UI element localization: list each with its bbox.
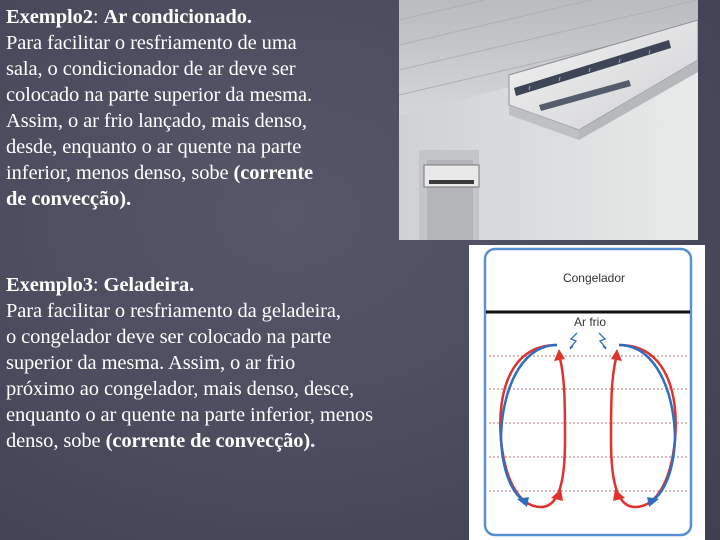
example2-line: Assim, o ar frio lançado, mais denso, [6, 110, 307, 132]
example3-line: denso, sobe (corrente de convecção). [6, 430, 316, 452]
example2-line: Para facilitar o resfriamento de uma [6, 32, 297, 54]
example2-line: de convecção). [6, 188, 131, 210]
example2-line: inferior, menos denso, sobe (corrente [6, 162, 314, 184]
example2-line: colocado na parte superior da mesma. [6, 84, 313, 106]
example2-title: Exemplo2: Ar condicionado. [6, 6, 252, 28]
air-conditioner-photo [399, 0, 698, 240]
example3-title: Exemplo3: Geladeira. [6, 274, 195, 296]
example3-line: superior da mesma. Assim, o ar frio [6, 352, 296, 374]
convection-diagram [469, 245, 705, 540]
example3-line: o congelador deve ser colocado na parte [6, 326, 332, 348]
air-conditioner-illustration [399, 0, 698, 240]
example3-line: próximo ao congelador, mais denso, desce, [6, 378, 355, 400]
freezer-label: Congelador [562, 271, 626, 285]
example3-line: Para facilitar o resfriamento da geladeira, [6, 300, 341, 322]
example3-text [6, 272, 468, 454]
example2-text [6, 4, 398, 212]
example2-line: desde, enquanto o ar quente na parte [6, 136, 302, 158]
refrigerator-diagram [469, 245, 705, 540]
example2-line: sala, o condicionador de ar deve ser [6, 58, 296, 80]
example3-line: enquanto o ar quente na parte inferior, menos [6, 404, 373, 426]
cold-air-label: Ar frio [573, 315, 607, 329]
